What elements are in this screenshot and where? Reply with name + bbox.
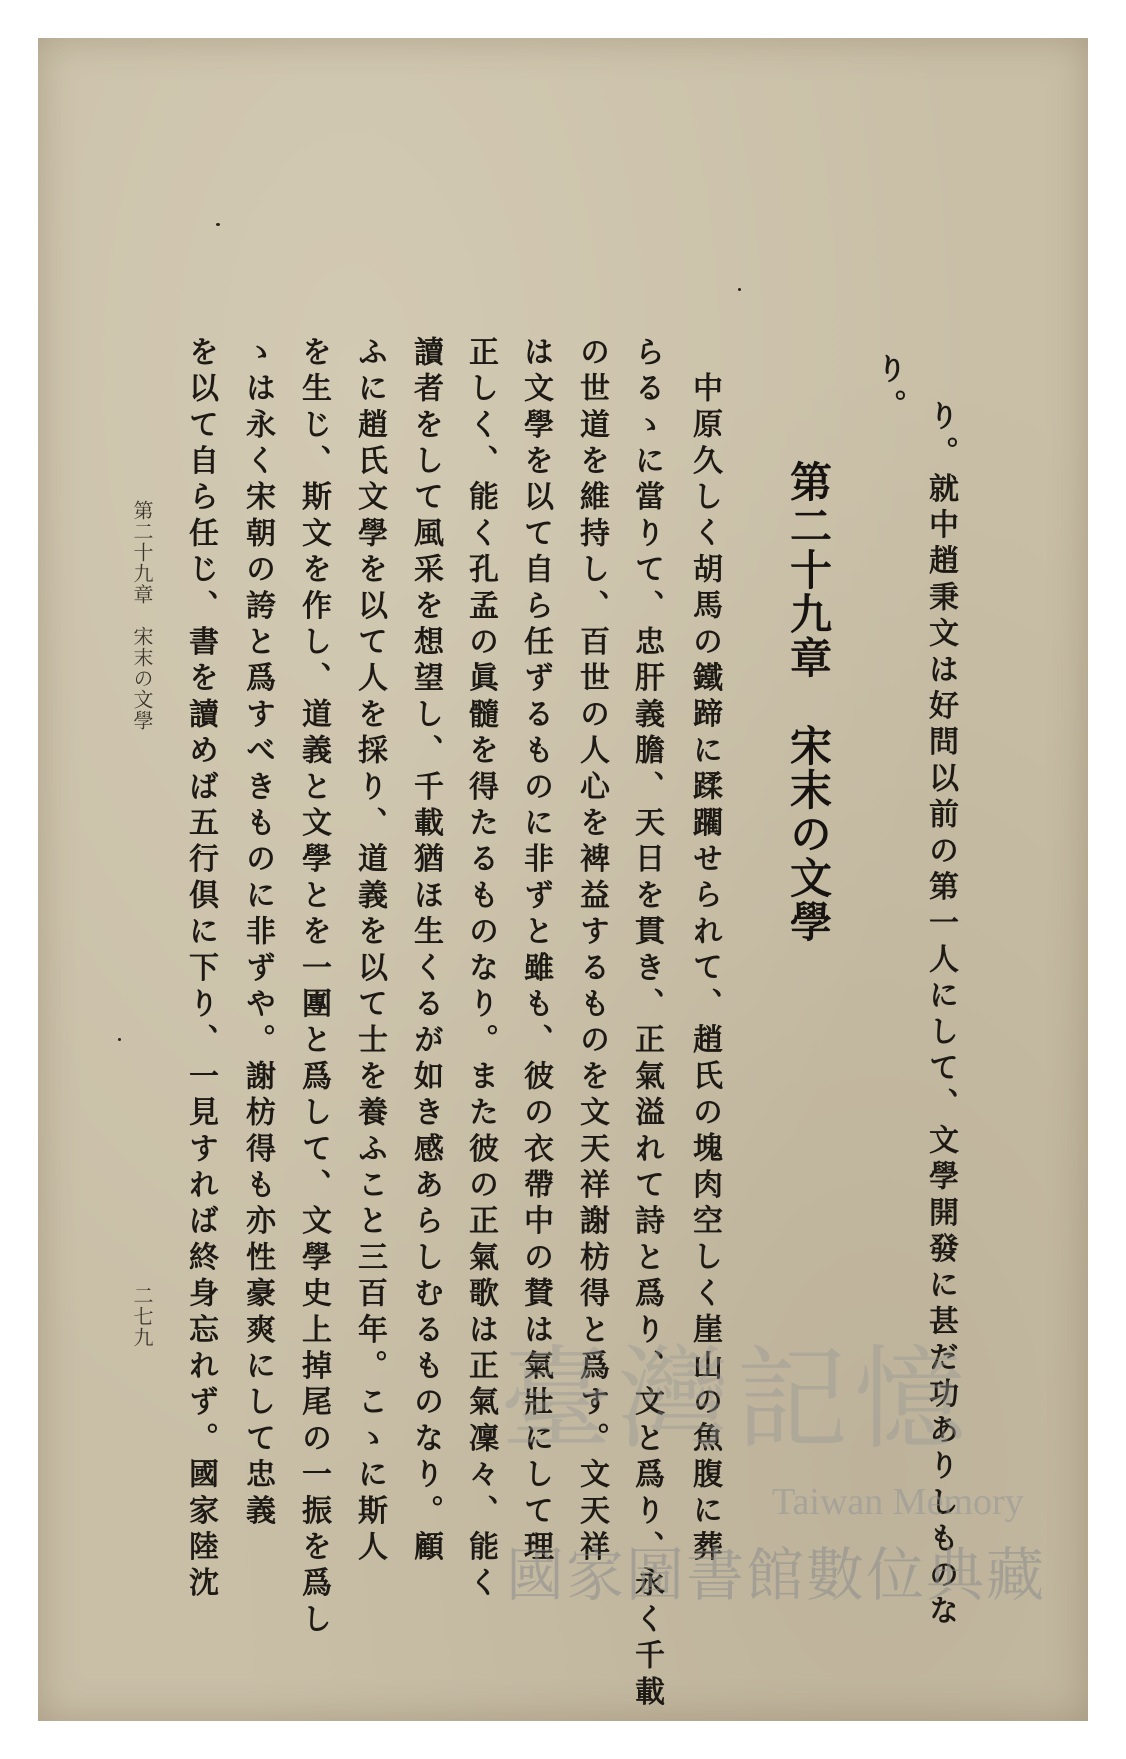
ink-speck xyxy=(738,288,741,291)
text-column-3: 中原久しく胡馬の鐵蹄に蹂躙せられて、趙氏の塊肉空しく崖山の魚腹に葬 xyxy=(687,372,722,1567)
watermark-library: 國家圖書館數位典藏 xyxy=(506,1541,1047,1609)
page-number: 二七九 xyxy=(130,1285,154,1348)
text-column-2: り。 xyxy=(871,353,906,426)
text-column-8: 讀者をして風采を想望し、千載猶ほ生くるが如き感あらしむるものなり。顧 xyxy=(408,336,443,1567)
text-column-9: ふに趙氏文學を以て人を採り、道義を以て士を養ふこと三百年。こゝに斯人 xyxy=(352,336,387,1567)
text-column-12: を以て自ら任じ、書を讀めば五行倶に下り、一見すれば終身忘れず。國家陸沈 xyxy=(183,336,218,1603)
ink-speck xyxy=(118,1038,121,1041)
ink-speck xyxy=(216,223,220,226)
running-footer: 第二十九章 宋末の文學 xyxy=(130,500,154,731)
chapter-heading: 第二十九章 宋末の文學 xyxy=(784,460,833,944)
text-column-6: は文學を以て自ら任ずるものに非ずと雖も、彼の衣帶中の賛は氣壯にして理 xyxy=(518,336,553,1567)
text-column-1: り。就中趙秉文は好問以前の第一人にして、文學開發に甚だ功ありしものな xyxy=(923,400,958,1631)
text-column-10: を生じ、斯文を作し、道義と文學とを一團と爲して、文學史上掉尾の一振を爲し xyxy=(296,336,331,1640)
watermark-english: Taiwan Memory xyxy=(772,1481,1024,1523)
text-column-5: の世道を維持し、百世の人心を裨益するものを文天祥謝枋得と爲す。文天祥 xyxy=(574,336,609,1567)
text-column-11: ゝは永く宋朝の誇と爲すべきものに非ずや。謝枋得も亦性豪爽にして忠義 xyxy=(240,336,275,1531)
watermark-title: 臺灣記憶 xyxy=(500,1335,972,1465)
text-column-4: らるゝに當りて、忠肝義膽、天日を貫き、正氣溢れて詩と爲り、文と爲り、永く千載 xyxy=(629,336,664,1712)
text-column-7: 正しく、能く孔孟の眞髓を得たるものなり。また彼の正氣歌は正氣凜々、能く xyxy=(463,336,498,1603)
